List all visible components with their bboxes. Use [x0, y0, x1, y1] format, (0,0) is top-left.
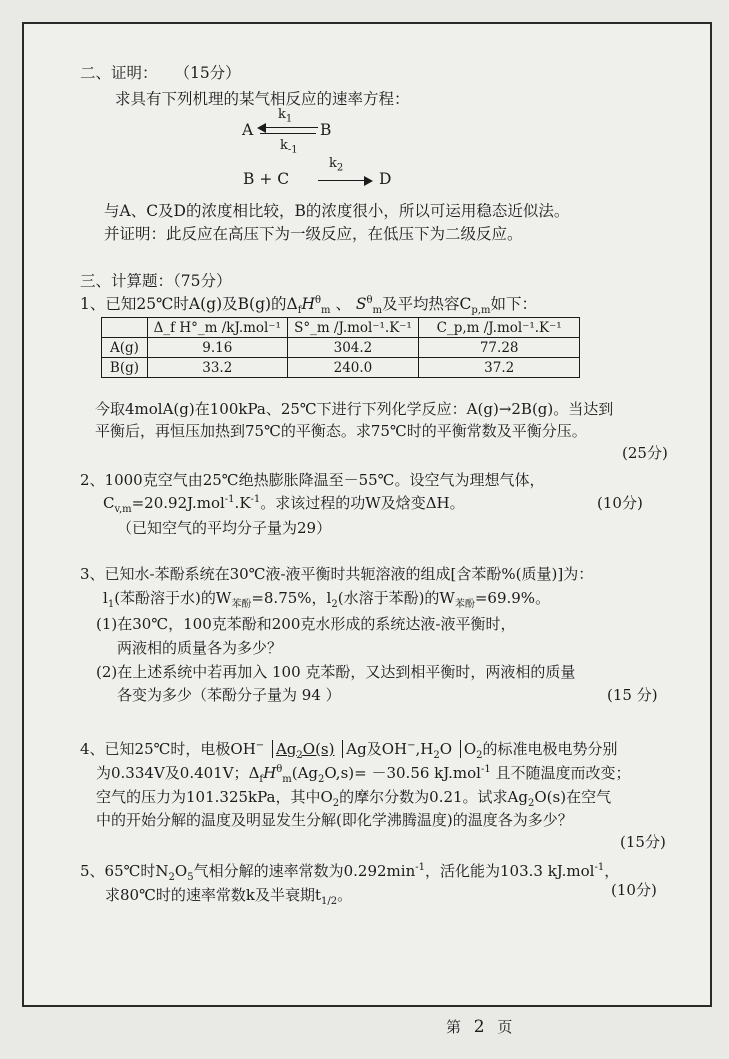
mech1-arrow-top — [264, 127, 318, 128]
q4-o2: O — [463, 740, 477, 758]
q4-line3-part-b: 的摩尔分数为0.21。试求Ag — [339, 788, 528, 806]
q4-line2-part-d: 且不随温度而改变； — [495, 764, 631, 782]
q1-delta-symbol: Δ — [286, 295, 298, 313]
q4-points: (15分) — [620, 833, 666, 851]
mech2-arrowhead-right-icon — [364, 176, 373, 186]
q5-line1-part-e: ， — [604, 862, 620, 880]
q1-line2: 平衡后，再恒压加热到75℃的平衡态。求75℃时的平衡常数及平衡分压。 — [95, 422, 587, 440]
section2-heading-text: 二、证明： — [80, 64, 158, 82]
q4-m-sub: m — [282, 774, 292, 785]
q4-o2-sub: 2 — [476, 750, 483, 761]
q2-k-exp: -1 — [250, 494, 261, 505]
q3-l1-sub: 1 — [107, 599, 115, 610]
section2-heading — [80, 61, 241, 83]
table-header-heat-capacity: C_p,m /J.mol⁻¹.K⁻¹ — [419, 318, 580, 338]
q1-s-symbol: S — [355, 295, 367, 313]
q4-line3-part-a: 空气的压力为101.325kPa，其中O — [96, 788, 333, 806]
q4-oh-charge-2: − — [407, 740, 416, 751]
mech1-k-forward — [278, 107, 292, 125]
q1-intro-part-d: 如下： — [490, 295, 537, 313]
q4-line1-part-d: Ag及OH — [346, 740, 408, 758]
q2-cv-symbol: C — [103, 494, 115, 512]
table-header-row — [102, 318, 580, 338]
q5-line1-part-d: ，活化能为103.3 kJ.mol — [424, 862, 595, 880]
q1-line1: 今取4molA(g)在100kPa、25℃下进行下列化学反应：A(g)→2B(g)。当达到 — [95, 400, 614, 418]
q2-line2 — [103, 492, 465, 515]
q3-line2-part-d: (水溶于苯酚)的W — [337, 589, 455, 607]
q4-oh-charge-1: − — [255, 740, 265, 751]
page-number: 2 — [473, 1017, 485, 1037]
q1-intro-part-b: 、 — [335, 295, 351, 313]
q1-points: (25分) — [622, 444, 668, 462]
q5-line1 — [80, 860, 619, 883]
footer-suffix: 页 — [497, 1018, 513, 1036]
q4-mol-exp: -1 — [480, 764, 491, 775]
q3-sub2-line2: 各变为多少（苯酚分子量为 94 ） — [117, 686, 341, 704]
q4-delta-symbol: Δ — [248, 764, 260, 782]
q1-intro-part-c: 及平均热容C — [382, 295, 472, 313]
q5-o-symbol: O — [174, 862, 188, 880]
table-cell: 37.2 — [419, 358, 580, 378]
q1-m-sub: m — [321, 305, 331, 317]
q2-mol-exp: -1 — [224, 494, 235, 505]
q5-mol-exp: -1 — [594, 862, 605, 873]
mech1-arrowhead-left-icon — [257, 123, 266, 133]
q5-o5-sub: 5 — [187, 872, 194, 883]
q3-w-sub-2: 苯酚 — [454, 599, 475, 610]
q3-line2-part-c: =8.75%，l — [251, 589, 332, 607]
section3-points: （75分） — [173, 272, 232, 290]
q5-line2-part-b: 。 — [337, 886, 353, 904]
section3-heading — [80, 269, 232, 291]
table-cell: 33.2 — [147, 358, 287, 378]
q2-points: (10分) — [597, 494, 643, 512]
mech2-left: B + C — [243, 170, 290, 188]
footer-prefix: 第 — [446, 1018, 462, 1036]
q3-sub2-line1: (2)在上述系统中若再加入 100 克苯酚，又达到相平衡时，两液相的质量 — [96, 663, 576, 681]
q3-w-sub-1: 苯酚 — [231, 599, 252, 610]
q2-line2-part-d: 。求该过程的功W及焓变ΔH。 — [260, 494, 465, 512]
q4-ag2o-sub-2: 2 — [318, 774, 325, 785]
q4-ag2o-o: O(s) — [302, 740, 335, 758]
q5-points: (10分) — [611, 881, 657, 899]
q3-line2 — [103, 587, 550, 610]
table-cell: 240.0 — [287, 358, 419, 378]
table-row-label: B(g) — [102, 358, 148, 378]
q3-l1-symbol: l — [103, 589, 108, 607]
q4-line1-part-f: O — [439, 740, 453, 758]
q5-line1-part-c: 气相分解的速率常数为0.292min — [193, 862, 416, 880]
q4-line1 — [80, 738, 618, 761]
q2-line3: （已知空气的平均分子量为29） — [117, 519, 332, 537]
q1-theta-sup: θ — [314, 294, 322, 306]
mech1-arrow-bottom — [260, 133, 316, 134]
q4-ag2o — [275, 740, 335, 761]
q2-line2-part-b: =20.92J.mol — [131, 494, 225, 512]
table-header-enthalpy: Δ_f H°_m /kJ.mol⁻¹ — [147, 318, 287, 338]
q4-line3 — [96, 786, 611, 809]
q1-f-sub: f — [297, 305, 302, 317]
q3-line2-part-b: (苯酚溶于水)的W — [114, 589, 232, 607]
table-row-label: A(g) — [102, 338, 148, 358]
mech2-k-sub: 2 — [336, 162, 344, 174]
q4-h-symbol: H — [263, 764, 277, 782]
q4-line1-part-h: 的标准电极电势分别 — [482, 740, 618, 758]
thermo-data-table — [101, 317, 580, 378]
q1-s-theta-sup: θ — [366, 294, 373, 306]
section2-intro: 求具有下列机理的某气相反应的速率方程： — [115, 90, 410, 108]
q4-ag2o-sub: 2 — [296, 750, 303, 761]
q5-line2-part-a: 求80℃时的速率常数k及半衰期t — [105, 886, 321, 904]
q1-s-m-sub: m — [372, 305, 383, 317]
q4-line2-part-b: (Ag — [291, 764, 319, 782]
mech2-k-symbol: k — [329, 156, 337, 171]
page-footer — [446, 1016, 512, 1037]
q2-line2-part-c: .K — [234, 494, 251, 512]
q5-line2 — [105, 884, 352, 907]
section2-points: （15分） — [174, 64, 241, 82]
section2-line2: 并证明：此反应在高压下为一级反应，在低压下为二级反应。 — [104, 225, 523, 243]
q3-sub1-line2: 两液相的质量各为多少？ — [117, 639, 283, 657]
mech1-k-backward-sub: -1 — [287, 144, 298, 156]
q4-line4: 中的开始分解的温度及明显发生分解(即化学沸腾温度)的温度各为多少？ — [96, 811, 573, 829]
q5-min-exp: -1 — [415, 862, 425, 873]
mech1-k-forward-symbol: k — [278, 107, 286, 122]
q4-phase-boundary-2 — [342, 740, 343, 758]
q3-l2-sub: 2 — [331, 599, 338, 610]
table-cell: 9.16 — [147, 338, 287, 358]
q5-t-half-sub: 1/2 — [321, 896, 338, 907]
mech1-right: B — [320, 121, 332, 139]
q5-line1-part-a: 5、65℃时N — [80, 862, 169, 880]
q4-phase-boundary-3 — [460, 740, 461, 758]
mech2-arrow-line — [318, 180, 364, 181]
q4-phase-boundary-1 — [272, 740, 273, 758]
q3-sub1-line1: (1)在30℃，100克苯酚和200克水形成的系统达液-液平衡时， — [96, 615, 516, 633]
q4-line1-part-a: 4、已知25℃时，电极OH — [80, 740, 256, 758]
mech2-k — [329, 156, 343, 174]
mech1-left: A — [242, 121, 254, 139]
mech1-k-backward — [280, 138, 298, 156]
q4-ag2o-ag: Ag — [275, 740, 297, 758]
q1-h-symbol: H — [301, 295, 315, 313]
table-cell: 77.28 — [419, 338, 580, 358]
q4-line2-part-c: O,s)= －30.56 kJ.mol — [324, 764, 481, 782]
q4-line2-part-a: 为0.334V及0.401V； — [96, 764, 249, 782]
q5-n2-sub: 2 — [168, 872, 175, 883]
q4-line1-part-e: ,H — [415, 740, 434, 758]
q1-intro — [80, 292, 537, 316]
q2-line1: 2、1000克空气由25℃绝热膨胀降温至－55℃。设空气为理想气体， — [80, 471, 545, 489]
table-row — [102, 338, 580, 358]
q4-ag2o-sub-3: 2 — [528, 798, 535, 809]
q3-line2-part-e: =69.9%。 — [474, 589, 551, 607]
table-cell: 304.2 — [287, 338, 419, 358]
mech2-right: D — [379, 170, 392, 188]
q3-line1: 3、已知水-苯酚系统在30℃液-液平衡时共轭溶液的组成[含苯酚%(质量)]为： — [80, 565, 594, 583]
section2-line1: 与A、C及D的浓度相比较，B的浓度很小，所以可运用稳态近似法。 — [104, 202, 570, 220]
q4-o2-sub-2: 2 — [332, 798, 340, 809]
q4-line2 — [96, 762, 630, 785]
table-header-entropy: S°_m /J.mol⁻¹.K⁻¹ — [287, 318, 419, 338]
q1-cp-sub: p,m — [471, 305, 491, 317]
table-corner-cell — [102, 318, 148, 338]
table-row — [102, 358, 580, 378]
q4-f-sub: f — [259, 774, 264, 785]
q2-cv-sub: v,m — [114, 504, 132, 515]
q4-theta-sup: θ — [276, 764, 283, 775]
q4-h2o-sub: 2 — [433, 750, 440, 761]
q1-intro-part-a: 1、已知25℃时A(g)及B(g)的 — [80, 295, 287, 313]
mech1-k-forward-sub: 1 — [285, 113, 293, 125]
q4-line3-part-c: O(s)在空气 — [534, 788, 612, 806]
q3-points: (15 分) — [607, 686, 658, 704]
mech1-k-backward-symbol: k — [280, 138, 288, 153]
section3-heading-text: 三、计算题： — [80, 272, 174, 290]
